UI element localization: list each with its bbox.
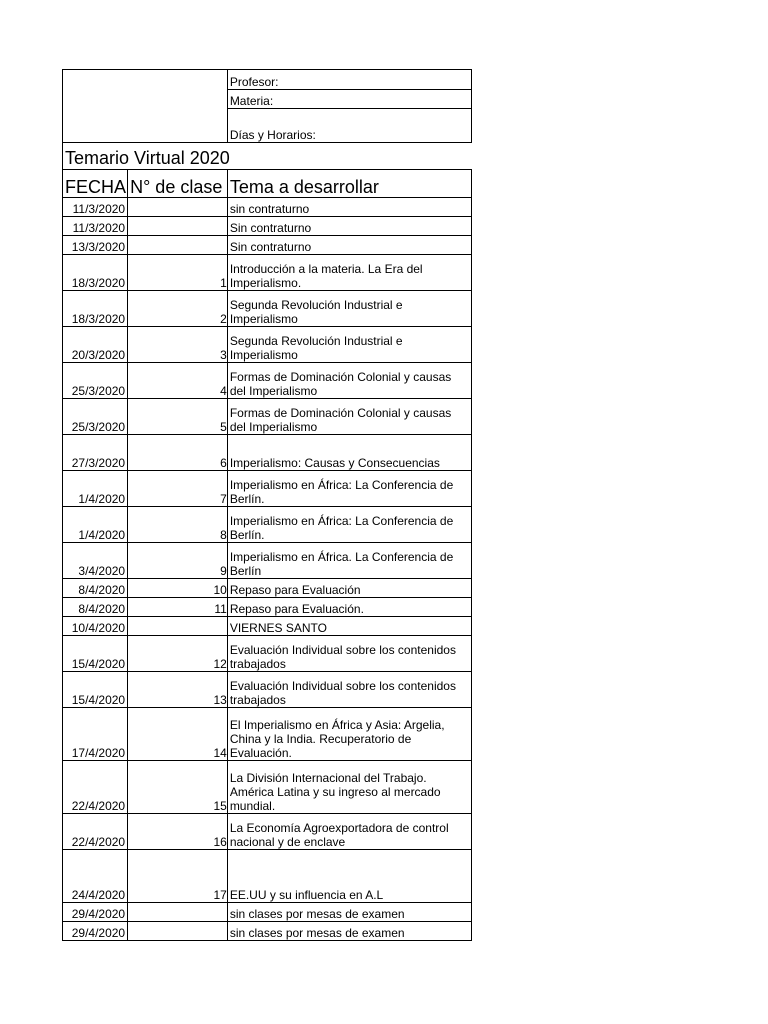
info-row-profesor: [63, 70, 472, 90]
tema-cell: sin clases por mesas de examen: [227, 903, 471, 922]
table-row: [63, 903, 472, 922]
table-row: [63, 236, 472, 255]
clase-cell: 7: [128, 471, 228, 507]
fecha-cell: 25/3/2020: [63, 363, 128, 399]
clase-cell: 10: [128, 579, 228, 598]
fecha-cell: 1/4/2020: [63, 471, 128, 507]
clase-cell: 16: [128, 814, 228, 850]
header-fecha: FECHA: [63, 170, 128, 198]
tema-cell: Imperialismo en África. La Conferencia de Berlín: [227, 543, 471, 579]
clase-cell: 12: [128, 636, 228, 672]
tema-cell: Evaluación Individual sobre los contenidos trabajados: [227, 636, 471, 672]
table-row: [63, 598, 472, 617]
temario-sheet: [62, 69, 472, 941]
fecha-cell: 17/4/2020: [63, 708, 128, 761]
table-row: [63, 814, 472, 850]
fecha-cell: 8/4/2020: [63, 598, 128, 617]
tema-cell: Introducción a la materia. La Era del Imperialismo.: [227, 255, 471, 291]
table-row: [63, 327, 472, 363]
table-row: [63, 672, 472, 708]
fecha-cell: 29/4/2020: [63, 922, 128, 941]
table-row: [63, 363, 472, 399]
table-row: [63, 922, 472, 941]
fecha-cell: 11/3/2020: [63, 217, 128, 236]
table-row: [63, 579, 472, 598]
profesor-label: Profesor:: [227, 70, 471, 90]
fecha-cell: 3/4/2020: [63, 543, 128, 579]
table-row: [63, 255, 472, 291]
clase-cell: 3: [128, 327, 228, 363]
clase-cell: 13: [128, 672, 228, 708]
table-row: [63, 291, 472, 327]
fecha-cell: 15/4/2020: [63, 672, 128, 708]
tema-cell: sin contraturno: [227, 198, 471, 217]
tema-cell: La División Internacional del Trabajo. América Latina y su ingreso al mercado mundial.: [227, 761, 471, 814]
fecha-cell: 24/4/2020: [63, 850, 128, 903]
table-row: [63, 708, 472, 761]
clase-cell: 9: [128, 543, 228, 579]
tema-cell: Evaluación Individual sobre los contenidos trabajados: [227, 672, 471, 708]
clase-cell: 14: [128, 708, 228, 761]
tema-cell: Imperialismo en África: La Conferencia de Berlín.: [227, 471, 471, 507]
table-row: [63, 636, 472, 672]
fecha-cell: 29/4/2020: [63, 903, 128, 922]
table-row: [63, 435, 472, 471]
tema-cell: Sin contraturno: [227, 236, 471, 255]
title-row: [63, 143, 472, 170]
clase-cell: 6: [128, 435, 228, 471]
materia-label: Materia:: [227, 90, 471, 109]
tema-cell: El Imperialismo en África y Asia: Argelia, China y la India. Recuperatorio de Evaluación.: [227, 708, 471, 761]
page-title: Temario Virtual 2020: [63, 143, 472, 170]
table-row: [63, 617, 472, 636]
clase-cell: 5: [128, 399, 228, 435]
temario-table: [62, 69, 472, 941]
fecha-cell: 27/3/2020: [63, 435, 128, 471]
tema-cell: Formas de Dominación Colonial y causas del Imperialismo: [227, 399, 471, 435]
table-row: [63, 543, 472, 579]
table-row: [63, 198, 472, 217]
fecha-cell: 18/3/2020: [63, 255, 128, 291]
clase-cell: 11: [128, 598, 228, 617]
dias-horarios-label: Días y Horarios:: [227, 109, 471, 143]
table-row: [63, 850, 472, 903]
table-row: [63, 507, 472, 543]
header-row: [63, 170, 472, 198]
clase-cell: [128, 236, 228, 255]
table-row: [63, 399, 472, 435]
clase-cell: [128, 617, 228, 636]
tema-cell: La Economía Agroexportadora de control nacional y de enclave: [227, 814, 471, 850]
clase-cell: 8: [128, 507, 228, 543]
fecha-cell: 22/4/2020: [63, 761, 128, 814]
tema-cell: Segunda Revolución Industrial e Imperialismo: [227, 327, 471, 363]
fecha-cell: 20/3/2020: [63, 327, 128, 363]
tema-cell: Segunda Revolución Industrial e Imperialismo: [227, 291, 471, 327]
tema-cell: Sin contraturno: [227, 217, 471, 236]
table-row: [63, 761, 472, 814]
tema-cell: VIERNES SANTO: [227, 617, 471, 636]
tema-cell: Imperialismo: Causas y Consecuencias: [227, 435, 471, 471]
fecha-cell: 8/4/2020: [63, 579, 128, 598]
tema-cell: Repaso para Evaluación: [227, 579, 471, 598]
table-row: [63, 471, 472, 507]
fecha-cell: 25/3/2020: [63, 399, 128, 435]
clase-cell: 2: [128, 291, 228, 327]
fecha-cell: 18/3/2020: [63, 291, 128, 327]
tema-cell: sin clases por mesas de examen: [227, 922, 471, 941]
fecha-cell: 11/3/2020: [63, 198, 128, 217]
tema-cell: Repaso para Evaluación.: [227, 598, 471, 617]
fecha-cell: 15/4/2020: [63, 636, 128, 672]
fecha-cell: 1/4/2020: [63, 507, 128, 543]
clase-cell: 15: [128, 761, 228, 814]
fecha-cell: 10/4/2020: [63, 617, 128, 636]
tema-cell: Imperialismo en África: La Conferencia de Berlín.: [227, 507, 471, 543]
clase-cell: 1: [128, 255, 228, 291]
info-blank-cell: [63, 70, 228, 143]
clase-cell: 4: [128, 363, 228, 399]
clase-cell: [128, 198, 228, 217]
fecha-cell: 22/4/2020: [63, 814, 128, 850]
header-tema: Tema a desarrollar: [227, 170, 471, 198]
clase-cell: 17: [128, 850, 228, 903]
tema-cell: EE.UU y su influencia en A.L: [227, 850, 471, 903]
clase-cell: [128, 217, 228, 236]
clase-cell: [128, 922, 228, 941]
fecha-cell: 13/3/2020: [63, 236, 128, 255]
table-row: [63, 217, 472, 236]
header-clase: N° de clase: [128, 170, 228, 198]
clase-cell: [128, 903, 228, 922]
tema-cell: Formas de Dominación Colonial y causas del Imperialismo: [227, 363, 471, 399]
